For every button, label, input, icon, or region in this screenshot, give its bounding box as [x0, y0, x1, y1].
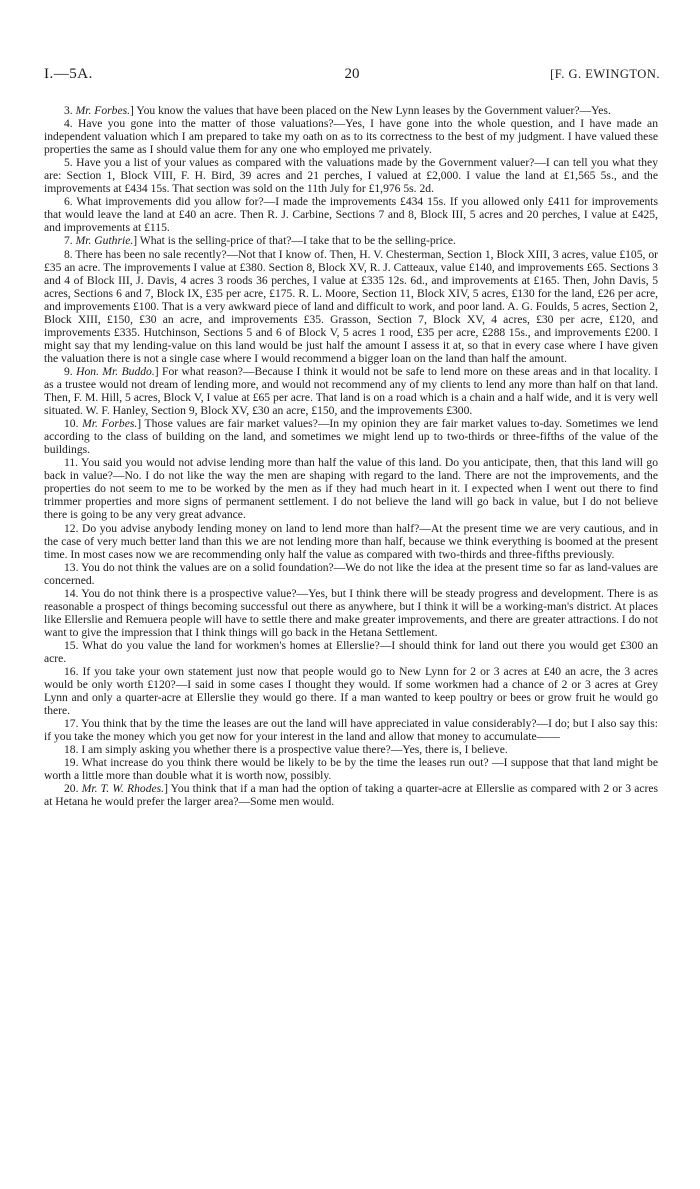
witness-name: [F. G. EWINGTON. [550, 67, 660, 81]
paragraph-18: 18. I am simply asking you whether there is a prospective value there?—Yes, there is, I believe. [64, 743, 508, 757]
speaker-name: Hon. Mr. Buddo. [76, 364, 155, 378]
page-header [44, 66, 660, 92]
paragraph-13: 13. You do not think the values are on a solid foundation?—We do not like the idea at the present time so far as land-values are concerned. [44, 560, 658, 587]
paragraph-15: 15. What do you value the land for workmen's homes at Ellerslie?—I should think for land out there you would get £300 an acre. [44, 638, 658, 665]
paragraph-9: 9. Hon. Mr. Buddo.] For what reason?—Because I think it would not be safe to lend more on these areas and in that locality. I as a trustee would not dream of lending more, and would not recommend any of my clients to lend any more than half on that land. Then, F. M. Hill, 5 acres, Block V, I value at £65 per acre. That land is on a road which is a chain and a half wide, and it is very well situated. W. F. Hanley, Section 9, Block XV, £30 an acre, £150, and the improvements £300. [44, 364, 658, 418]
speaker-name: Mr. T. W. Rhodes. [81, 782, 165, 796]
speaker-name: Mr. Forbes. [75, 104, 131, 117]
paragraph-17: 17. You think that by the time the leases are out the land will have appreciated in value considerably?—I do; but I also say this: if you take the money which you get now for your interest in the land and allow that money to accumulate—— [44, 717, 658, 744]
paper-reference: I.—5A. [44, 66, 93, 82]
paragraph-6: 6. What improvements did you allow for?—I made the improvements £434 15s. If you allowed only £411 for improvements that would leave the land at £40 an acre. Then R. J. Carbine, Sections 7 and 8, Block III, 5 acres and 20 perches, I value at £425, and improvements at £115. [44, 195, 658, 235]
paragraph-11: 11. You said you would not advise lending more than half the value of this land. Do you anticipate, then, that this land will go back in value?—No. I do not like the way the men are shaping with regard to the land. There are not the improvements, and the properties do not seem to me to be worked by the men as if they had much heart in it. I expected when I went out there to find trimmer properties and more signs of permanent settlement. I do not believe the land will go back in value, but I do not believe there is going to be any very great advance. [44, 456, 658, 522]
page-number: 20 [344, 66, 360, 82]
paragraph-10: 10. Mr. Forbes.] Those values are fair market values?—In my opinion they are fair market values to-day. Sometimes we lend according to the class of building on the land, and sometimes we might lend up to two-thirds or three-fifths of the value of the buildings. [44, 417, 658, 457]
paragraph-14: 14. You do not think there is a prospective value?—Yes, but I think there will be steady progress and development. There is as reasonable a prospect of things becoming successful out there as anywhere, but I think it will be a working-man's district. At places like Ellerslie and Remuera people will have to settle there and make greater improvements, and there are greater attractions. I do not want to give the impression that I think things will go back in the Hetana Settlement. [44, 586, 658, 639]
paragraph-7: 7. Mr. Guthrie.] What is the selling-price of that?—I take that to be the selling-price. [64, 234, 456, 248]
paragraph-5: 5. Have you a list of your values as compared with the valuations made by the Government valuer?—I can tell you what they are: Section 1, Block VIII, F. H. Bird, 39 acres and 21 perches, I valued at £2,000. I value the land at £1,565 5s., and the improvements at £434 15s. That section was sold on the 11th July for £1,976 5s. 2d. [44, 156, 658, 196]
speaker-name: Mr. Forbes. [82, 417, 138, 431]
paragraph-16: 16. If you take your own statement just now that people would go to New Lynn for 2 or 3 acres at £40 an acre, the 3 acres would be only worth £120?—I said in some cases I thought they would. If some workmen had a chance of 2 or 3 acres at Grey Lynn and only a quarter-acre at Ellerslie they would go there. If a man wanted to keep poultry or bees or grow fruit he would go there. [44, 665, 658, 718]
paragraph-3: 3. Mr. Forbes.] You know the values that have been placed on the New Lynn leases by the Government valuer?—Yes. [64, 104, 611, 117]
speaker-name: Mr. Guthrie. [75, 234, 134, 248]
paragraph-12: 12. Do you advise anybody lending money on land to lend more than half?—At the present time we are very cautious, and in the case of very much better land than this we are not lending more than half, because we think everything is boomed at the present time. In most cases now we are recommending only half the value as compared with two-thirds and three-fifths previously. [44, 521, 658, 561]
paragraph-4: 4. Have you gone into the matter of those valuations?—Yes, I have gone into the whole question, and I have made an independent valuation which I am prepared to take my oath on as to its correctness to the best of my judgment. I have valued these properties the same as I should value them for any one who employed me privately. [44, 117, 658, 157]
document-body [44, 104, 658, 809]
paragraph-20: 20. Mr. T. W. Rhodes.] You think that if a man had the option of taking a quarter-acre at Ellerslie as compared with 2 or 3 acres at Hetana he would prefer the larger area?—Some men would. [44, 782, 659, 809]
paragraph-8: 8. There has been no sale recently?—Not that I know of. Then, H. V. Chesterman, Section 1, Block XIII, 3 acres, value £105, or £35 an acre. The improvements I value at £380. Section 8, Block XV, R. J. Catteaux, value £140, and improvements £65. Sections 3 and 4 of Block III, J. Davis, 4 acres 3 roods 36 perches, I value at £335 12s. 6d., and improvements at £165. Then, John Davis, 5 acres, Sections 6 and 7, Block IX, £35 per acre, £175. R. L. Moore, Section 11, Block XIV, 5 acres, £130 for the land, £26 per acre, and improvements £100. That is a very awkward piece of land and difficult to work, and poor land. A. G. Foulds, 5 acres, Section 2, Block XIII, £150, £30 an acre, and improvements £35. Grasson, Section 7, Block XV, 4 acres, £30 per acre, £120, and improvements £335. Hutchinson, Sections 5 and 6 of Block V, 5 acres 1 rood, £35 per acre, £288 15s., and improvements £200. I might say that my lending-value on this land would be just half the amount I assess it at, so that in every case where I have given the valuation there is not a single case where I would recommend a bigger loan on the land than half the amount. [44, 247, 658, 365]
paragraph-19: 19. What increase do you think there would be likely to be by the time the leases run out? —I suppose that that land might be worth a little more than double what it is worth now, possibly. [44, 756, 658, 783]
